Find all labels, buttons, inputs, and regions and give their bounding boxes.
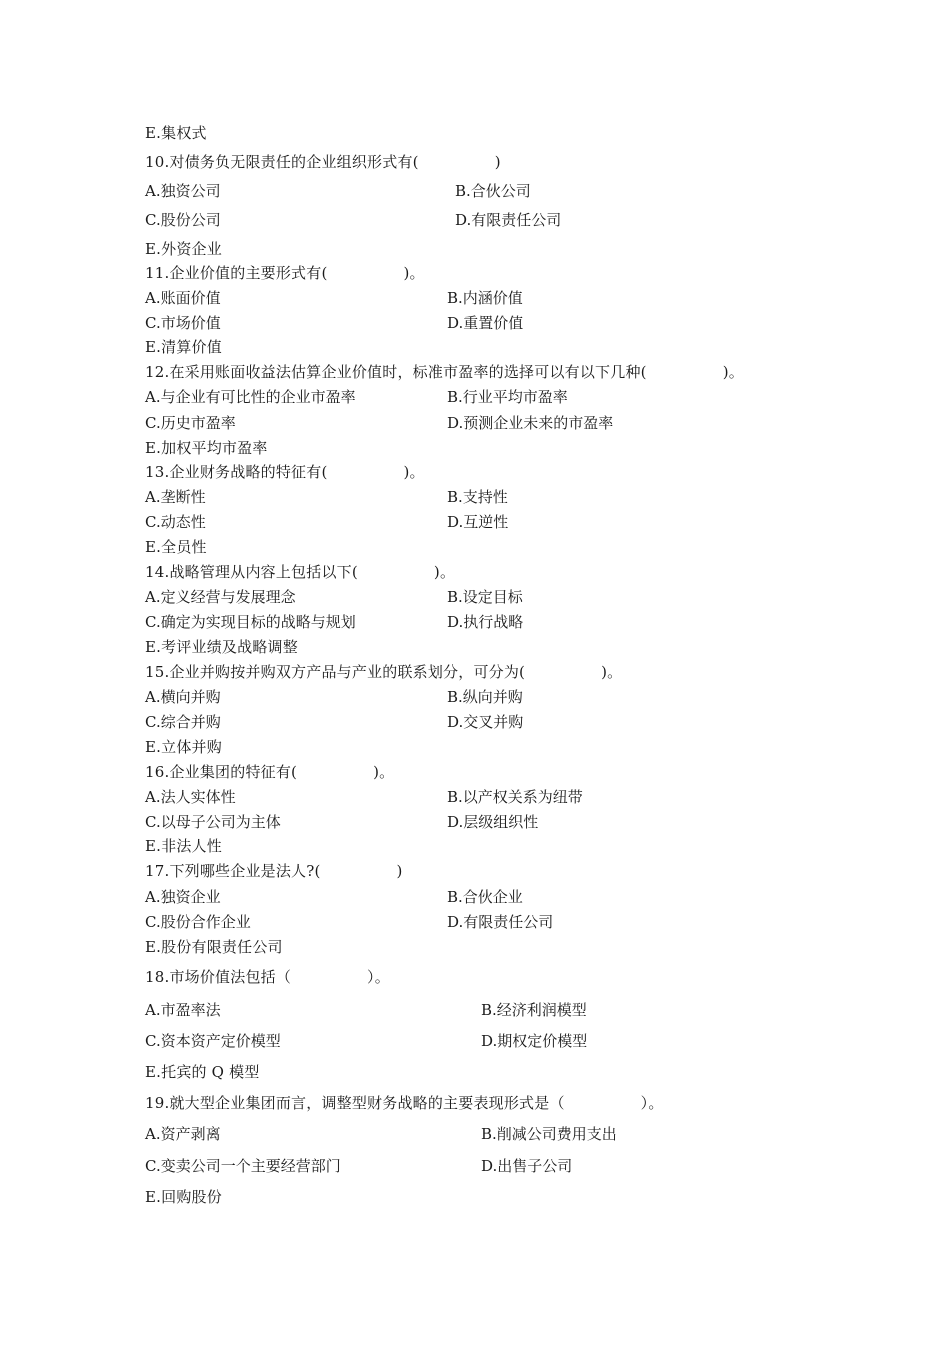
q13-row-ab bbox=[145, 488, 865, 506]
q12-option-d: D.预测企业未来的市盈率 bbox=[447, 414, 614, 432]
q14-option-b: B.设定目标 bbox=[447, 588, 523, 606]
q11-option-e: E.清算价值 bbox=[145, 338, 222, 356]
q11-option-c: C.市场价值 bbox=[145, 314, 221, 332]
q18-row-ab bbox=[145, 1001, 865, 1019]
q19-option-a: A.资产剥离 bbox=[145, 1125, 221, 1143]
q15-row-cd bbox=[145, 713, 865, 731]
q12-option-b: B.行业平均市盈率 bbox=[447, 388, 568, 406]
q18-option-e: E.托宾的 Q 模型 bbox=[145, 1063, 260, 1081]
q14-option-c: C.确定为实现目标的战略与规划 bbox=[145, 613, 356, 631]
q15-option-c: C.综合并购 bbox=[145, 713, 221, 731]
q19-option-b: B.削减公司费用支出 bbox=[481, 1125, 617, 1143]
q15-option-b: B.纵向并购 bbox=[447, 688, 523, 706]
q16-option-e: E.非法人性 bbox=[145, 837, 222, 855]
q12-option-c: C.历史市盈率 bbox=[145, 414, 236, 432]
q17-option-d: D.有限责任公司 bbox=[447, 913, 554, 931]
q16-option-b: B.以产权关系为纽带 bbox=[447, 788, 583, 806]
q19-option-d: D.出售子公司 bbox=[481, 1157, 573, 1175]
q15-option-a: A.横向并购 bbox=[145, 688, 221, 706]
q10-option-a: A.独资公司 bbox=[145, 182, 221, 200]
q13-option-c: C.动态性 bbox=[145, 513, 206, 531]
option-e-prev: E.集权式 bbox=[145, 124, 207, 142]
q12-row-cd bbox=[145, 414, 865, 432]
q13-option-b: B.支持性 bbox=[447, 488, 508, 506]
q14-option-e: E.考评业绩及战略调整 bbox=[145, 638, 298, 656]
question-19: 19.就大型企业集团而言，调整型财务战略的主要表现形式是（ ）。 bbox=[145, 1094, 664, 1112]
q13-option-a: A.垄断性 bbox=[145, 488, 206, 506]
q17-row-cd bbox=[145, 913, 865, 931]
q17-option-b: B.合伙企业 bbox=[447, 888, 523, 906]
q13-option-d: D.互逆性 bbox=[447, 513, 509, 531]
q15-option-d: D.交叉并购 bbox=[447, 713, 524, 731]
q14-row-cd bbox=[145, 613, 865, 631]
q10-row-ab bbox=[145, 182, 865, 200]
q18-row-cd bbox=[145, 1032, 865, 1050]
q19-option-e: E.回购股份 bbox=[145, 1188, 222, 1206]
q14-option-d: D.执行战略 bbox=[447, 613, 524, 631]
question-14: 14.战略管理从内容上包括以下( )。 bbox=[145, 563, 456, 581]
question-18: 18.市场价值法包括（ ）。 bbox=[145, 968, 390, 986]
q19-row-ab bbox=[145, 1125, 865, 1143]
q16-option-d: D.层级组织性 bbox=[447, 813, 539, 831]
q17-option-a: A.独资企业 bbox=[145, 888, 221, 906]
q18-option-c: C.资本资产定价模型 bbox=[145, 1032, 281, 1050]
q11-row-cd bbox=[145, 314, 865, 332]
q12-option-e: E.加权平均市盈率 bbox=[145, 439, 268, 457]
q18-option-a: A.市盈率法 bbox=[145, 1001, 221, 1019]
q14-row-ab bbox=[145, 588, 865, 606]
q16-option-c: C.以母子公司为主体 bbox=[145, 813, 281, 831]
question-11: 11.企业价值的主要形式有( )。 bbox=[145, 264, 425, 282]
q15-option-e: E.立体并购 bbox=[145, 738, 222, 756]
q13-option-e: E.全员性 bbox=[145, 538, 207, 556]
q11-option-b: B.内涵价值 bbox=[447, 289, 523, 307]
q10-option-c: C.股份公司 bbox=[145, 211, 221, 229]
q15-row-ab bbox=[145, 688, 865, 706]
q10-option-b: B.合伙公司 bbox=[455, 182, 531, 200]
q12-row-ab bbox=[145, 388, 865, 406]
q16-row-ab bbox=[145, 788, 865, 806]
q19-row-cd bbox=[145, 1157, 865, 1175]
question-13: 13.企业财务战略的特征有( )。 bbox=[145, 463, 425, 481]
q17-option-e: E.股份有限责任公司 bbox=[145, 938, 283, 956]
q12-option-a: A.与企业有可比性的企业市盈率 bbox=[145, 388, 356, 406]
q14-option-a: A.定义经营与发展理念 bbox=[145, 588, 296, 606]
q11-row-ab bbox=[145, 289, 865, 307]
q10-row-cd bbox=[145, 211, 865, 229]
q11-option-a: A.账面价值 bbox=[145, 289, 221, 307]
q10-option-e: E.外资企业 bbox=[145, 240, 222, 258]
q16-row-cd bbox=[145, 813, 865, 831]
q11-option-d: D.重置价值 bbox=[447, 314, 524, 332]
q18-option-b: B.经济利润模型 bbox=[481, 1001, 587, 1019]
question-17: 17.下列哪些企业是法人?( ) bbox=[145, 862, 403, 880]
q17-row-ab bbox=[145, 888, 865, 906]
q19-option-c: C.变卖公司一个主要经营部门 bbox=[145, 1157, 341, 1175]
q18-option-d: D.期权定价模型 bbox=[481, 1032, 588, 1050]
question-12: 12.在采用账面收益法估算企业价值时，标准市盈率的选择可以有以下几种( )。 bbox=[145, 363, 744, 381]
question-15: 15.企业并购按并购双方产品与产业的联系划分，可分为( )。 bbox=[145, 663, 623, 681]
q10-option-d: D.有限责任公司 bbox=[455, 211, 562, 229]
question-10: 10.对债务负无限责任的企业组织形式有( ) bbox=[145, 153, 501, 171]
q17-option-c: C.股份合作企业 bbox=[145, 913, 251, 931]
question-16: 16.企业集团的特征有( )。 bbox=[145, 763, 395, 781]
q13-row-cd bbox=[145, 513, 865, 531]
q16-option-a: A.法人实体性 bbox=[145, 788, 236, 806]
